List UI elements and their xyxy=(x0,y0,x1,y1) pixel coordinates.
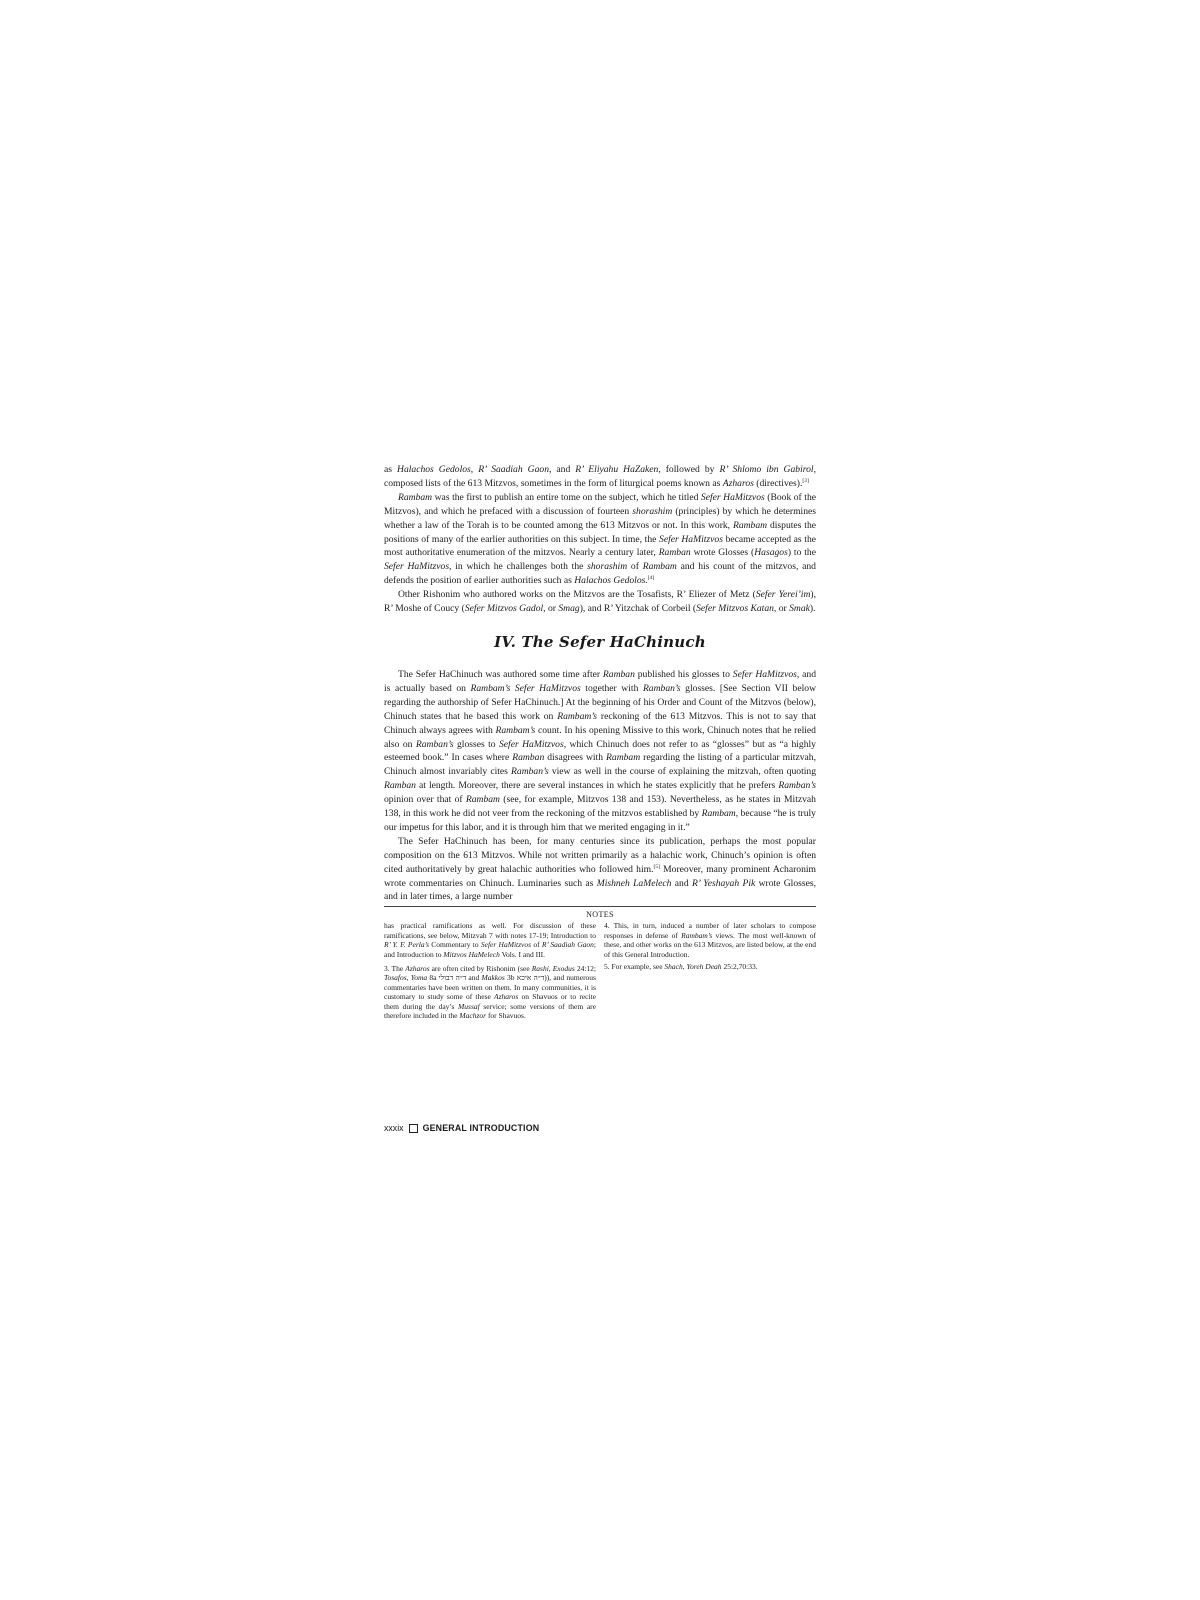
note-4 xyxy=(604,921,816,959)
text-italic: Rashi, Exodus xyxy=(531,964,575,973)
text-italic: Rambam’s xyxy=(681,930,713,940)
footnote-ref: [5] xyxy=(653,863,660,870)
text: , and xyxy=(549,464,576,475)
text: disagrees with xyxy=(544,752,607,764)
page-number: xxxix xyxy=(384,1123,404,1133)
footnote-ref: [3] xyxy=(802,477,809,484)
text: glosses. [See Section VII below regarding the authorship of Sefer HaChinuch.] At the beginning of his Order and Count of the Mitzvos (below), Chinuch states that he based this work on xyxy=(384,682,816,722)
text-italic: Hasagos xyxy=(754,547,788,559)
text: , followed by xyxy=(658,464,720,475)
text-italic: Sefer HaMitzvos xyxy=(480,940,532,950)
hebrew-text: ד״ה דבולי xyxy=(438,973,467,983)
paragraph-5 xyxy=(384,835,816,905)
text: count. In his opening Missive to this work, Chinuch notes that he relied also on xyxy=(384,724,816,750)
text: , xyxy=(470,464,479,475)
text-italic: Sefer Mitzvos Katan xyxy=(696,603,774,615)
text: service; some versions of them are therefore included in the xyxy=(384,1001,596,1021)
text-italic: Rambam’s xyxy=(557,710,598,722)
paragraph-1 xyxy=(384,463,816,491)
text-italic: shorashim xyxy=(632,505,673,517)
note-3 xyxy=(384,964,596,1020)
text: Commentary to xyxy=(429,940,481,950)
text-italic: Sefer HaMitzvos, xyxy=(732,668,800,680)
text: for Shavuos. xyxy=(486,1011,526,1021)
text-italic: Rambam xyxy=(732,519,768,531)
paragraph-4 xyxy=(384,668,816,835)
page-footer xyxy=(384,1123,539,1133)
text: and his count of the mitzvos, and defends the position of earlier authorities such as xyxy=(384,561,816,587)
text-italic: Rambam, xyxy=(701,808,739,820)
text: reckoning of the 613 Mitzvos. This is not to say that Chinuch always agrees with xyxy=(384,710,817,736)
text: Moreover, many prominent Acharonim wrote commentaries on Chinuch. Luminaries such as xyxy=(384,863,817,889)
text-italic: R’ Shlomo ibn Gabirol xyxy=(719,464,814,475)
section-title: IV. The Sefer HaChinuch xyxy=(494,632,706,651)
text: regarding the listing of a particular mitzvah, Chinuch almost invariably cites xyxy=(384,752,816,778)
text: together with xyxy=(580,682,643,694)
text: as xyxy=(384,464,398,475)
text-italic: Mitzvos HaMelech xyxy=(443,949,500,959)
hebrew-text: (ד״ה איכא xyxy=(516,973,547,983)
notes-label: NOTES xyxy=(586,910,614,920)
text: 3b xyxy=(504,973,517,983)
text: on Shavuos or to recite them during the day’s xyxy=(384,992,596,1011)
text: ) to the xyxy=(787,547,816,559)
note-2-continued xyxy=(384,921,596,959)
text: wrote Glosses ( xyxy=(690,547,755,559)
text-italic: R’ Saadiah Gaon xyxy=(478,464,549,475)
text-italic: Rambam’s xyxy=(495,724,536,736)
text-italic: Ramban xyxy=(384,780,416,792)
text-italic: Mishneh LaMelech xyxy=(596,877,672,889)
text-italic: R’ Y. F. Perla’s xyxy=(384,940,430,950)
text-italic: Ramban’s xyxy=(415,738,454,750)
text: 8a xyxy=(427,973,439,983)
text-italic: Ramban xyxy=(658,547,691,559)
text: was the first to publish an entire tome on the subject, which he titled xyxy=(432,491,701,503)
text: Vols. I and III. xyxy=(499,949,545,959)
text-italic: Ramban xyxy=(602,668,635,680)
text: (principles) by which he determines whether a law of the Torah is to be counted among the 613 Mitzvos or not. In this work, xyxy=(384,505,817,531)
text-italic: R’ Saadiah Gaon xyxy=(541,940,594,950)
text: opinion over that of xyxy=(384,794,466,806)
text-italic: Ramban’s xyxy=(642,682,681,694)
footnote-ref: [4] xyxy=(647,575,655,582)
text-italic: Shach, Yoreh Deah xyxy=(664,962,722,971)
text: ), R’ Moshe of Coucy ( xyxy=(384,589,816,615)
text-italic: Rambam xyxy=(398,491,433,503)
text: and xyxy=(466,973,482,983)
text: and is actually based on xyxy=(384,668,816,694)
text-italic: Tosafos, Yoma xyxy=(384,973,428,983)
text: published his glosses to xyxy=(634,668,733,680)
text-italic: Azharos xyxy=(722,477,754,489)
text-italic: Rambam xyxy=(642,561,677,573)
text: because “he is truly our impetus for this labor, and it is through him that we merited engaging in it.” xyxy=(384,808,816,833)
text: are often cited by Rishonim (see xyxy=(429,964,532,973)
text: (see, for example, Mitzvos 138 and 153). Nevertheless, as he states in Mitzvah 138, in this work he did not veer from the reckoning of the mitzvos established by xyxy=(384,794,816,820)
text: view as well in the course of explaining the mitzvah, often quoting xyxy=(548,766,816,778)
text: 24:12; xyxy=(574,964,596,973)
text-italic: Smak xyxy=(789,603,810,615)
text-italic: Smag xyxy=(558,603,580,615)
text: 3. The xyxy=(384,964,406,973)
text: has practical ramifications as well. For discussion of these ramifications, see below, Mitzvah 7 with notes 17-19; Introduction to xyxy=(384,921,596,940)
text-italic: Halachos Gedolos. xyxy=(574,575,648,587)
text-italic: Rambam xyxy=(606,752,641,764)
text: The Sefer HaChinuch was authored some time after xyxy=(398,668,603,680)
notes-section xyxy=(384,921,816,1023)
text-italic: Sefer Yerei’im xyxy=(755,589,811,601)
text: 4. This, in turn, induced a number of later scholars to compose responses in defense of xyxy=(604,921,816,940)
text-italic: Azharos xyxy=(405,964,430,973)
square-bullet-icon xyxy=(409,1124,418,1133)
text-italic: Ramban xyxy=(512,752,545,764)
text-italic: R’ Yeshayah Pik xyxy=(691,877,756,889)
text: , or xyxy=(773,603,790,615)
text: of xyxy=(531,940,542,950)
text: , composed lists of the 613 Mitzvos, sometimes in the form of liturgical poems known as xyxy=(384,464,816,489)
text-italic: R’ Eliyahu HaZaken xyxy=(575,464,659,475)
text-italic: Ramban’s xyxy=(511,766,549,778)
text-italic: Sefer HaMitzvos xyxy=(659,533,723,545)
text: views. The most well-known of these, and other works on the 613 Mitzvos, are listed below, at the end of this General Introduction. xyxy=(604,930,816,959)
text: and xyxy=(671,877,692,889)
text-italic: Sefer HaMitzvos, xyxy=(499,738,567,750)
text: which Chinuch does not refer to as “glosses” but as “a highly esteemed book.” In cases where xyxy=(384,738,816,764)
text: glosses to xyxy=(453,738,499,750)
text: of xyxy=(627,561,643,573)
text-italic: shorashim xyxy=(587,561,628,573)
text: disputes the positions of many of the earlier authorities on this subject. In time, the xyxy=(384,519,816,545)
text-italic: Rambam’s Sefer HaMitzvos xyxy=(470,682,581,694)
text-italic: Azharos xyxy=(494,992,519,1002)
running-section-title: GENERAL INTRODUCTION xyxy=(422,1123,540,1133)
note-5 xyxy=(604,962,816,971)
text-italic: Makkos xyxy=(481,973,505,983)
text-italic: Sefer HaMitzvos xyxy=(700,491,765,503)
text-italic: Mussaf xyxy=(458,1001,480,1011)
page-body xyxy=(384,463,816,1023)
text: 5. For example, see xyxy=(604,962,665,971)
text: at length. Moreover, there are several instances in which he states explicitly that he prefers xyxy=(415,780,779,792)
notes-column-right xyxy=(604,921,816,1023)
text: 25:2,70:33. xyxy=(721,962,758,971)
text-italic: Sefer HaMitzvos, xyxy=(384,561,452,573)
text: ), and numerous commentaries have been written on them. In many communities, it is customary to study some of these xyxy=(384,973,596,1002)
text: (Book of the Mitzvos), and which he prefaced with a discussion of fourteen xyxy=(384,491,816,517)
text-italic: Machzor xyxy=(459,1011,487,1021)
text: wrote Glosses, and in later times, a large number xyxy=(384,877,817,903)
notes-divider xyxy=(384,906,816,907)
text-italic: Ramban’s xyxy=(778,780,816,792)
paragraph-3 xyxy=(384,588,816,616)
text: in which he challenges both the xyxy=(451,561,588,573)
text: became accepted as the most authoritative enumeration of the mitzvos. Nearly a century later, xyxy=(384,533,817,559)
text: ; and Introduction to xyxy=(384,940,596,959)
paragraph-2 xyxy=(384,491,816,588)
text-italic: Halachos Gedolos xyxy=(397,464,471,475)
text-italic: Rambam xyxy=(465,794,500,806)
text: ). xyxy=(809,603,816,615)
text: The Sefer HaChinuch has been, for many centuries since its publication, perhaps the most popular composition on the 613 Mitzvos. While not written primarily as a halachic work, Chinuch’s opinion is often cited authoritatively by great halachic authorities who followed him. xyxy=(384,835,816,875)
text: ), and R’ Yitzchak of Corbeil ( xyxy=(579,603,697,615)
text: Other Rishonim who authored works on the Mitzvos are the Tosafists, R’ Eliezer of Metz ( xyxy=(398,589,756,601)
text: (directives). xyxy=(753,477,803,489)
notes-column-left xyxy=(384,921,596,1023)
text-italic: Sefer Mitzvos Gadol xyxy=(464,603,544,615)
text: , or xyxy=(543,603,559,615)
